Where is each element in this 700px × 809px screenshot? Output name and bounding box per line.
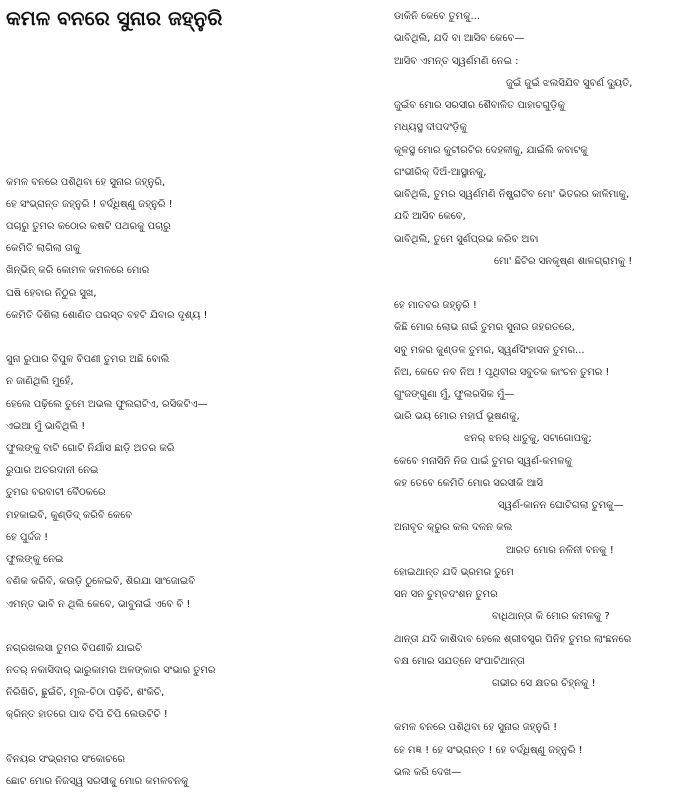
poem-line: ଗଂଭୀରିକ୍ ଦିଅଁ-ଆସ୍ଥାନକୁ,	[394, 167, 487, 178]
poem-line: ଆସିବ ଏମନ୍ତ ସ୍ୱର୍ଣମଣି ନେଇ :	[394, 56, 519, 67]
poem-line: ଅନାବୃତ କ୍ରୁର କଲ ଦଳନ କଲ	[394, 522, 513, 533]
poem-line: ଡାକିନି କେବେ ତୁମକୁ...	[394, 11, 481, 22]
poem-line: କିଛି ମୋର ଲୋଭ ନାଇଁ ତୁମର ସୁନାର ଜହରତରେ,	[394, 322, 575, 333]
poem-line: ବାଧିଥାନ୍ତା କି ମୋର କମଳକୁ ?	[492, 611, 610, 622]
poem-line: ନିରିଖିଚି, ଛୁଇଁଚି, ମୂଲ-ଚିଠା ପଢ଼ିଚି, ଶଂକିଚି,	[6, 687, 165, 698]
poem-line: ଫୁଲଙ୍କୁ ବାଟି ଗୋଟି ନିର୍ଯାସ ଛାଡ଼ି ଅତର କରି	[6, 443, 175, 454]
poem-line: ନତର୍‌ ନକାସିଦାର୍‌ ଭାରୁକାମର ଅଳଙ୍କାର ସଂଭାର ତୁମର	[6, 665, 216, 676]
poem-line: ସ୍ୱର୍ଣ-କାନନ ଘୋଟିଗଲା ତୁମକୁ—	[498, 500, 624, 511]
poem-line: କେବେ ମନାସିନି ନିଜ ପାଇଁ ତୁମର ସ୍ୱର୍ଣ-କମଳକୁ	[394, 456, 572, 467]
poem-line: କୂଳସ୍ଥ ମୋର କୁଟୀରଟିର ଦେହଳୀକୁ, ଯାଇଁଲି କବାଟକୁ	[394, 145, 588, 156]
poem-line: ଫୁଲଙ୍କୁ ନେଇ	[6, 554, 64, 565]
poem-line: ମହକାଇବି, କୁଣ୍ଡିଦ୍‌ କରିବି କେବେ	[6, 510, 133, 521]
poem-line: ଜୁଇଁବ ମୋର ସରସୀର ଶୈବାଳିତ ପାହାଚଗୁଡ଼ିକୁ	[394, 100, 565, 111]
poem-line: ହୋଇଥାନ୍ତ ଯଦି ଭ୍ରମର ତୁମେ	[394, 567, 514, 578]
poem-line: ତୁମର ବରବାଟୀ ବୈଠକରେ	[6, 487, 106, 498]
poem-line: ଏମନ୍ତ ଭାବି ନ ଥିଲି କେବେ, ଭାବୁନାଇଁ ଏବେ ବି !	[6, 599, 191, 610]
poem-line: ସୁନା ରୁପାର ବିପୁଳ ବିପଣୀ ତୁମର ଅଛି ବୋଲି	[6, 354, 170, 365]
poem-line: ରୁପାର ଅତରଦାନୀ ନେଇ	[6, 465, 99, 476]
poem-line: ହେ ମଜ୍ଞ ! ହେ ସଂଭ୍ରାନ୍ତ ! ହେ ବର୍ଦ୍ଧିଷ୍ଣୁ ଜହ୍ନୁରି !	[394, 745, 583, 756]
poem-line: ମଧ୍ୟସ୍ଥ ଦୀପଦଂଡ଼ିକୁ	[394, 122, 467, 133]
poem-line: କ୍ରିନ୍ତ ହାତରେ ପାଦ ଚିପି ଚିପି ଲେଉଟିଚି !	[6, 709, 168, 720]
poem-line: ଜୁଇଁ ଜୁଇଁ ଝଲସିଯିବ ସୁବର୍ଣ ଦ୍ୟୁତି,	[506, 78, 633, 89]
poem-line: ଯଦି ଆସିବ କେବେ,	[394, 211, 466, 222]
poem-line: ପଚାରୁ ତୁମର କଠୋର କଷଟି ପଥରକୁ ପଚାରୁ	[6, 221, 171, 232]
poem-line: ନ ଜାଣିଥିଲି ମୁହେଁ,	[6, 376, 74, 387]
poem-line: ନଗ୍ରଖଲସା ତୁମର ବିପଣୀକି ଯାଇଚି	[6, 643, 143, 654]
poem-line: କେମିତି ଦିଶିଲା ଶୋଣିତ ପରସ୍ତ ବହଟି ଯିବାର ଦୃଶ୍ୟ !	[6, 310, 208, 321]
poem-line: କେମିତି ଲାଗିଲା ତାକୁ	[6, 243, 81, 254]
poem-line: ହେ ସଂଭ୍ରାନ୍ତ ଜହ୍ନୁରି ! ବର୍ଦ୍ଧିଷ୍ଣୁ ଜହ୍ନୁରି !	[6, 199, 173, 210]
poem-line: ଗଭୀର ସେ କ୍ଷତର ଚିହ୍ନକୁ !	[492, 678, 596, 689]
poem-line: ଭଲ କରି ଦେଖ—	[394, 767, 462, 778]
poem-line: କମଳ ବନରେ ପଶିଥିବା ହେ ସୁନାର ଜହ୍ନୁରି,	[6, 177, 166, 188]
poem-line: ହେ ପୁର୍ଦ୍ଦଜ !	[6, 532, 49, 543]
poem-line: ବିନୟର ସଂଭ୍ରମର ସଂକୋଚରେ	[6, 754, 125, 765]
poem-line: ଭାବିଥିଲି, ତୁମର ସ୍ୱର୍ଣମଣି ନିଷ୍ପ୍ରାଟିବ ମୋ' ଭିତରର କାଳିମାକୁ,	[394, 189, 630, 200]
poem-line: ନିଅ, କେତେ ନବ ନିଅ ! ପୃଥିବୀର ସବୁତକ କାଂଚନ ତୁମର !	[394, 367, 610, 378]
poem-line: ଛୋଟ ମୋର ନିଜସ୍ୱ ସରସୀକୁ ମୋର କମଳବନକୁ	[6, 776, 189, 787]
poem-line: ଘଷି ହେବାର ନିଠୁର ସୁଖ,	[6, 288, 97, 299]
poem-line: ଭାବିଥିଲି, ଯଦି ବା ଆସିବ କେବେ—	[394, 33, 525, 44]
poem-line: ବଣିକ କରିବି, କଉଡ଼ି ଠୁଳେଇବି, ଶିରଯା ସାଂଜୋଇବି	[6, 576, 196, 587]
poem-line: କମଳ ବନରେ ପଶିଥିବା ହେ ସୁନାର ଜହ୍ନୁରି !	[394, 722, 558, 733]
poem-line: ସନ ସନ ଚୁମ୍ବଦଂଶନ ତୁମର	[394, 589, 498, 600]
poem-line: ହେ ମାତବର ଜହ୍ନୁରି !	[394, 300, 477, 311]
poem-line: ସବୁ ମକର କୁଣ୍ଡଳ ତୁମର, ସ୍ୱର୍ଣସିଂହାସନ ତୁମର...	[394, 345, 585, 356]
poem-line: ଝନର୍‌ ଝନର୍‌ ଧାତୁକୁ, ସଟାଗୋପକୁ;	[464, 433, 592, 444]
poem-line: ଭାବିଥିଲି, ତୁମେ ସୁର୍ଣପ୍ରଭ କରିବ ଅବା	[394, 234, 539, 245]
poem-line: ବକ୍ଷ ମୋର ସଯତ୍ନେ ସଂପାଟିଥାନ୍ତା	[394, 656, 525, 667]
poem-line: କହ ତେବେ କେମିତି ମୋର ସରସୀକି ଆସି	[394, 478, 543, 489]
poem-line: ଭାରି ଭୟ ମୋର ମହାର୍ଘ ଭୂଷଣକୁ,	[394, 411, 520, 422]
page-title: କମଳ ବନରେ ସୁନାର ଜହ୍ନୁରି	[6, 6, 223, 30]
poem-line: ମୋ' ଛିଟିର ସନକୃଷ୍ଣ ଶାଳଗ୍ରାମକୁ !	[494, 256, 633, 267]
poem-line: ଗୁଂଜଙ୍ଗୁଣା ମୁଁ, ଫୁଲରସିକ ମୁଁ—	[394, 389, 515, 400]
poem-line: ଆରତ ମୋର ନଳିନୀ ବନକୁ !	[506, 545, 614, 556]
poem-line: ଖିନ୍‌ଭିନ୍‌ କରି କୋମଳ କମଳରେ ମୋର	[6, 265, 150, 276]
poem-line: ହେଲେ ପଢ଼ିଲେ ତୁମେ ଅଭଲ ଫୁଲରାଟିଏ, ରସିକଟିଏ—	[6, 399, 208, 410]
poem-line: ଏଇଆ ମୁଁ ଭାବିଥିଲି !	[6, 421, 86, 432]
poem-line: ଥାନ୍ତା ଯଦି କାଶିଦାବ ହେଲେ ଶ୍ରୀବସ୍ତ୍ର ପିନିହ ତୁମର ଲାଂଛନରେ	[394, 634, 632, 645]
